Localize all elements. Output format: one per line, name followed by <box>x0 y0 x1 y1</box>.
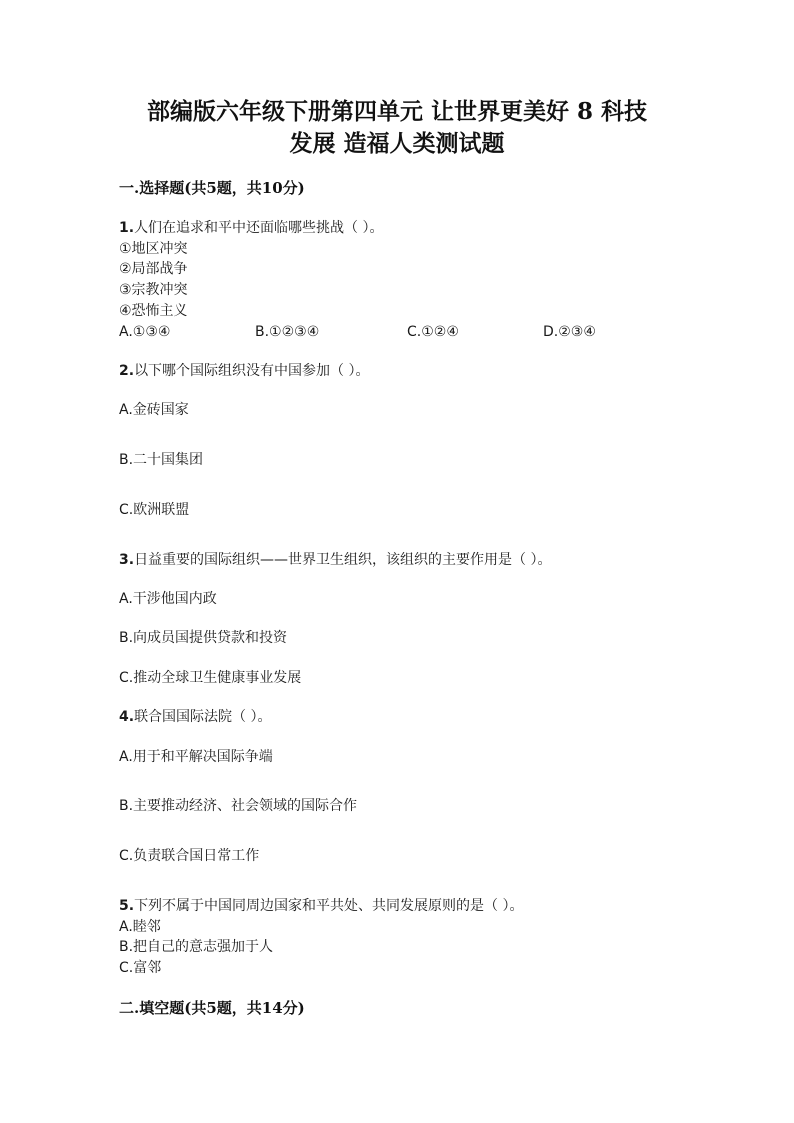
statement-item: ④恐怖主义 <box>119 303 188 319</box>
section-heading-fill-blank: 二.填空题(共5题，共14分) <box>119 999 305 1017</box>
title-line-2: 发展 造福人类测试题 <box>289 130 505 157</box>
question-number: 3. <box>119 552 135 568</box>
question-text: 联合国国际法院（ ）。 <box>134 709 272 725</box>
option-d: D.②③④ <box>543 324 596 340</box>
option-b: B.二十国集团 <box>119 452 204 468</box>
option-a: A.睦邻 <box>119 919 161 935</box>
question-text: 日益重要的国际组织——世界卫生组织，该组织的主要作用是（ ）。 <box>134 552 552 568</box>
question-text: 以下哪个国际组织没有中国参加（ ）。 <box>134 363 370 379</box>
document-title <box>100 96 694 160</box>
statement-item: ①地区冲突 <box>119 241 188 257</box>
option-b: B.①②③④ <box>255 324 320 340</box>
question-number: 5. <box>119 898 135 914</box>
option-c: C.①②④ <box>407 324 459 340</box>
question-2 <box>119 361 370 381</box>
option-c: C.负责联合国日常工作 <box>119 848 260 864</box>
question-3 <box>119 550 552 570</box>
option-b: B.把自己的意志强加于人 <box>119 939 274 955</box>
statement-item: ③宗教冲突 <box>119 282 188 298</box>
option-c: C.推动全球卫生健康事业发展 <box>119 670 302 686</box>
statement-item: ②局部战争 <box>119 261 188 277</box>
question-5 <box>119 896 524 916</box>
question-text: 人们在追求和平中还面临哪些挑战（ ）。 <box>134 220 384 236</box>
option-a: A.干涉他国内政 <box>119 591 217 607</box>
option-b: B.向成员国提供贷款和投资 <box>119 630 288 646</box>
title-line-1: 部编版六年级下册第四单元 让世界更美好 8 科技 <box>146 98 648 125</box>
question-1 <box>119 218 384 238</box>
question-text: 下列不属于中国同周边国家和平共处、共同发展原则的是（ ）。 <box>134 898 524 914</box>
option-c: C.欧洲联盟 <box>119 502 190 518</box>
option-a: A.金砖国家 <box>119 402 189 418</box>
question-number: 4. <box>119 709 135 725</box>
section-heading-choice: 一.选择题(共5题，共10分) <box>119 179 305 197</box>
question-number: 1. <box>119 220 135 236</box>
option-b: B.主要推动经济、社会领域的国际合作 <box>119 798 358 814</box>
option-a: A.①③④ <box>119 324 171 340</box>
option-a: A.用于和平解决国际争端 <box>119 749 273 765</box>
question-4 <box>119 707 272 727</box>
question-number: 2. <box>119 363 135 379</box>
option-c: C.富邻 <box>119 960 162 976</box>
option-row <box>119 322 679 342</box>
